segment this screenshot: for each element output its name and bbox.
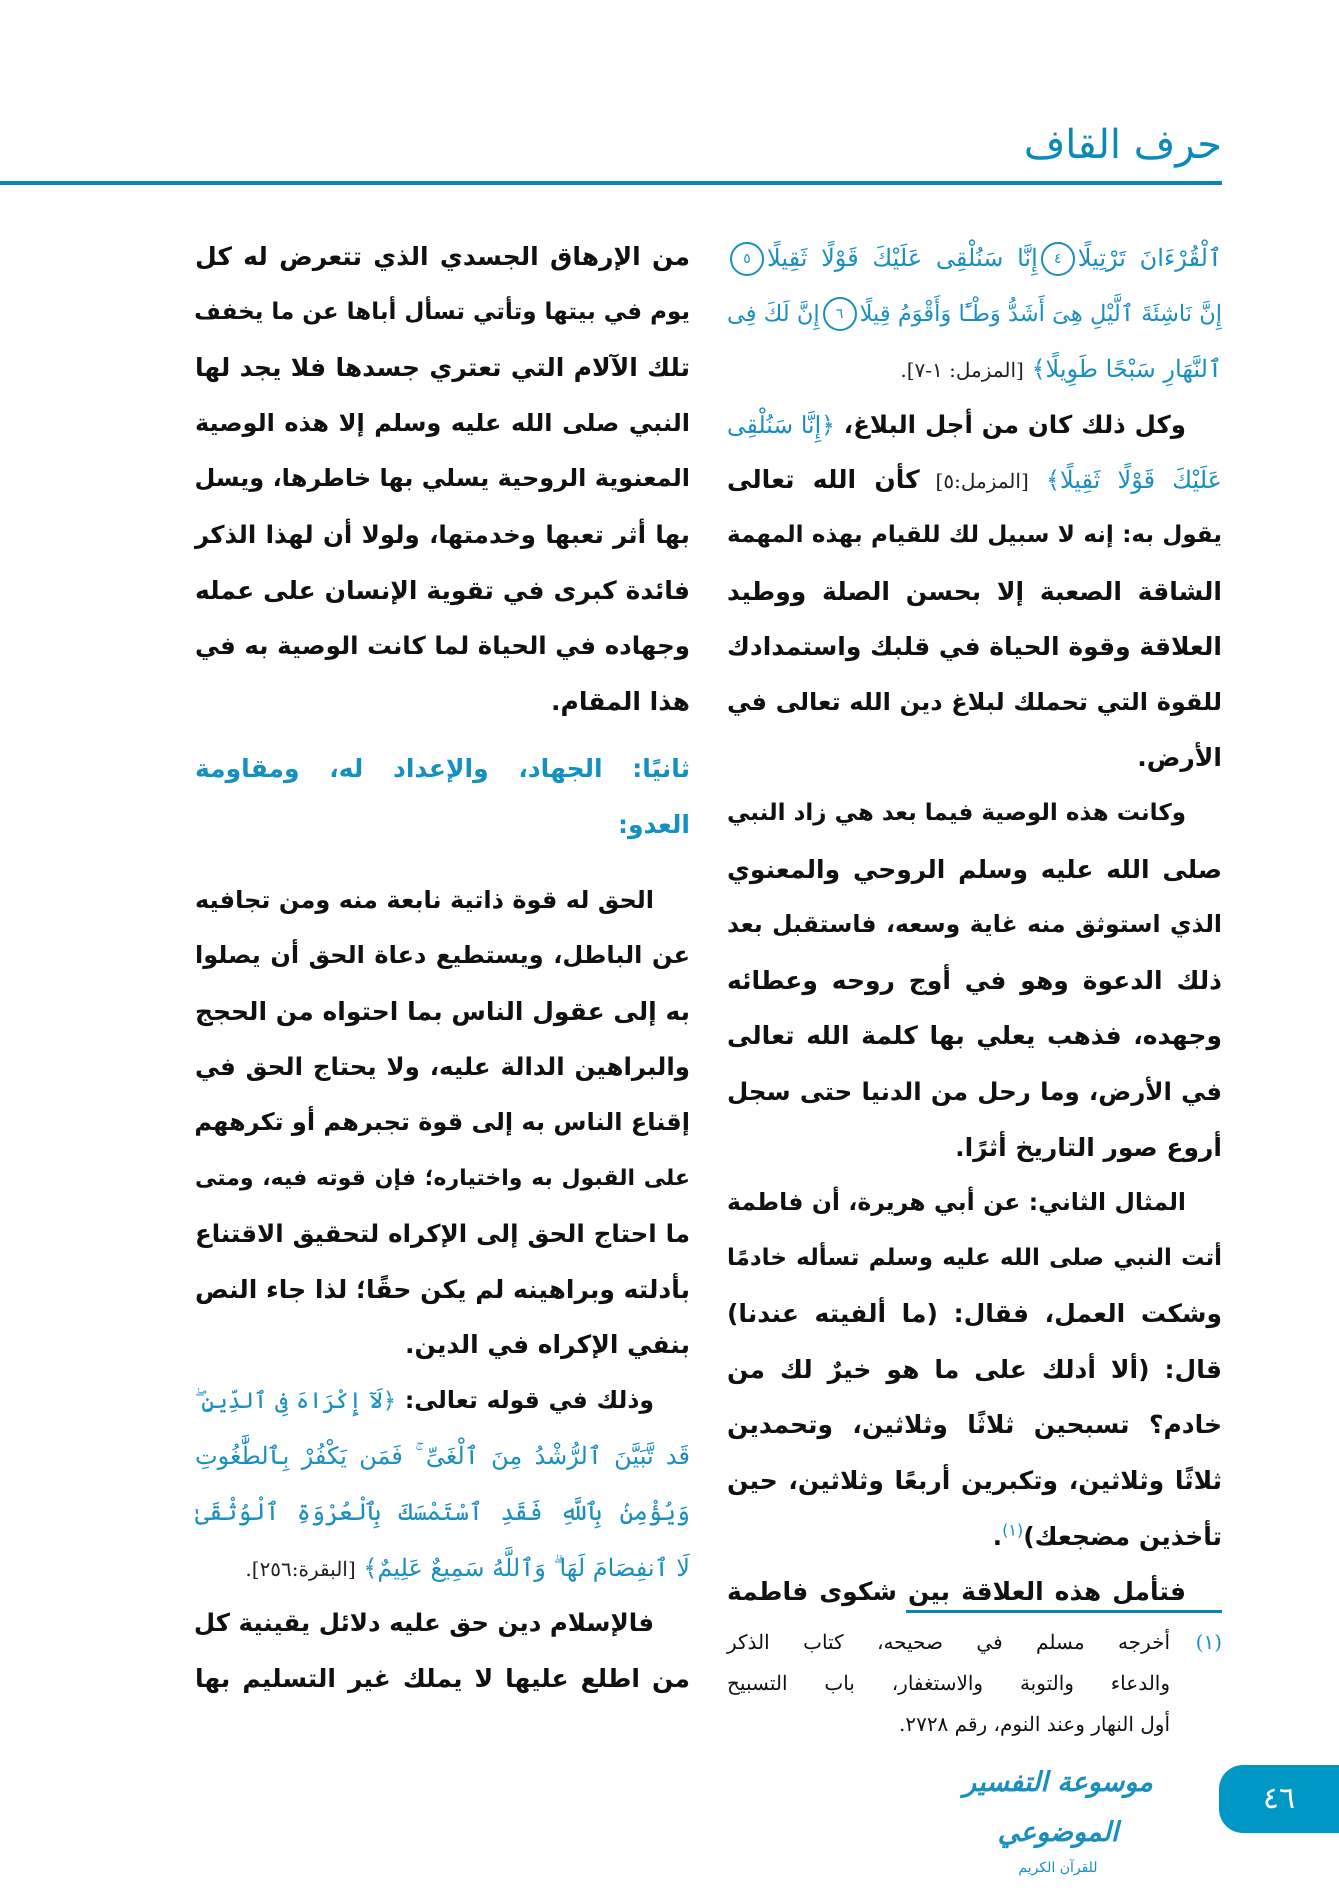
text-line: [195, 984, 690, 1040]
quran-verse: إِنَّ نَاشِئَةَ ٱلَّيْلِ هِىَ أَشَدُّ وَطْـًٔا وَأَقْوَمُ قِيلًا: [859, 300, 1222, 327]
text-line: [727, 1397, 1222, 1453]
footnote-marker: (١): [1002, 1520, 1024, 1540]
section-heading: [195, 741, 690, 852]
quran-verse: قَد تَّبَيَّنَ ٱلرُّشْدُ مِنَ ٱلْغَىِّ ۚ فَمَن يَكْفُرْ بِٱلطَّٰغُوتِ: [195, 1442, 690, 1471]
body-text: من اطلع عليها لا يملك غير التسليم بها: [195, 1663, 690, 1693]
footnote-text: والدعاء والتوبة والاستغفار، باب التسبيح: [727, 1671, 1170, 1695]
body-text: أروع صور التاريخ أثرًا.: [955, 1132, 1222, 1162]
body-text: ثانيًا: الجهاد، والإعداد له، ومقاومة: [195, 754, 690, 784]
text-line: [727, 897, 1222, 953]
body-text: النبي صلى الله عليه وسلم إلا هذه الوصية: [195, 408, 690, 437]
body-text: بنفي الإكراه في الدين.: [404, 1330, 690, 1360]
text-line: [195, 1373, 690, 1429]
paragraph: [727, 397, 1222, 786]
verse-reference: [المزمل: ١-٧].: [900, 358, 1024, 383]
paragraph: [727, 786, 1222, 1175]
body-text: صلى الله عليه وسلم الروحي والمعنوي: [727, 854, 1222, 884]
text-line: [195, 1595, 690, 1651]
text-line: [727, 1342, 1222, 1398]
text-line: [195, 873, 690, 929]
text-line: [727, 1286, 1222, 1342]
ayah-number-marker: ٦: [823, 297, 857, 331]
text-line: [727, 619, 1222, 675]
body-text: الحق له قوة ذاتية نابعة منه ومن تجافيه: [195, 885, 654, 914]
quran-verse: ٱلنَّهَارِ سَبْحًا طَوِيلًا﴾: [1023, 355, 1222, 384]
text-line: [195, 618, 690, 674]
footnote-line: [727, 1704, 1222, 1745]
text-line: [727, 341, 1222, 397]
footnotes: [727, 1622, 1222, 1745]
body-text: الشاقة الصعبة إلا بحسن الصلة ووطيد: [727, 576, 1222, 606]
body-text: العدو:: [617, 809, 690, 839]
text-line: [195, 451, 690, 507]
body-text: يقول به: إنه لا سبيل لك للقيام بهذه المهمة: [727, 521, 1222, 548]
body-text: تلك الآلام التي تعتري جسدها فلا يجد لها: [195, 353, 690, 383]
text-line: [727, 1120, 1222, 1176]
body-text: ذلك الدعوة وهو في أوج روحه وعطائه: [727, 965, 1222, 995]
paragraph: [727, 230, 1222, 397]
body-text: بها أثر تعبها وخدمتها، ولولا أن لهذا الذكر: [195, 519, 690, 549]
body-text: وذلك في قوله تعالى:: [396, 1385, 654, 1414]
text-line: [727, 1175, 1222, 1231]
footnote-line: [727, 1622, 1222, 1663]
paragraph: [195, 229, 690, 729]
header-rule: [0, 181, 1222, 185]
text-line: [195, 797, 690, 853]
body-text: تأخذين مضجعك): [1023, 1521, 1222, 1551]
text-line: [727, 675, 1222, 731]
text-line: [727, 1231, 1222, 1287]
body-text: الذي استوثق منه غاية وسعه، فاستقبل بعد: [727, 910, 1222, 939]
text-line: [727, 564, 1222, 620]
body-text: خادم؟ تسبحين ثلاثًا وثلاثين، وتحمدين: [727, 1410, 1222, 1440]
body-text: العلاقة وقوة الحياة في قلبك واستمدادك: [727, 632, 1222, 662]
text-line: [195, 928, 690, 984]
body-text: المعنوية الروحية يسلي بها خاطرها، ويسل: [194, 464, 690, 493]
text-line: [727, 508, 1222, 564]
body-text: وكانت هذه الوصية فيما بعد هي زاد النبي: [727, 799, 1186, 826]
body-text: من الإرهاق الجسدي الذي تتعرض له كل: [195, 242, 690, 271]
text-line: [195, 674, 690, 730]
body-text: وجهاده في الحياة لما كانت الوصية به في: [195, 631, 690, 661]
logo-title: موسوعة التفسير الموضوعي: [963, 1767, 1153, 1848]
text-line: [727, 1509, 1222, 1565]
body-text: عن الباطل، ويستطيع دعاة الحق أن يصلوا: [195, 941, 690, 970]
right-column: [727, 230, 1222, 1620]
body-text: ثلاثًا وثلاثين، وتكبرين أربعًا وثلاثين، حين: [727, 1466, 1222, 1496]
body-text: والبراهين الدالة عليه، ولا يحتاج الحق في: [195, 1052, 690, 1082]
body-text: كأن الله تعالى: [727, 465, 920, 495]
quran-verse: ٱلْقُرْءَانَ تَرْتِيلًا: [1077, 244, 1222, 272]
text-line: [195, 285, 690, 341]
verse-reference: [البقرة:٢٥٦].: [245, 1556, 356, 1581]
paragraph: [727, 1175, 1222, 1564]
body-text: قال: (ألا أدلك على ما هو خيرٌ لك من: [727, 1354, 1222, 1384]
text-line: [727, 1453, 1222, 1509]
page-number: ٤٦: [1219, 1765, 1339, 1833]
body-text: بأدلته وبراهينه لم يكن حقًا؛ لذا جاء النص: [195, 1274, 690, 1304]
text-line: [195, 1651, 690, 1707]
text-line: [195, 1317, 690, 1373]
text-line: [195, 229, 690, 285]
paragraph: [195, 1595, 690, 1706]
body-text: المثال الثاني: عن أبي هريرة، أن فاطمة: [727, 1188, 1186, 1217]
ayah-number-marker: ٥: [730, 242, 764, 276]
body-text: للقوة التي تحملك لبلاغ دين الله تعالى في: [727, 687, 1222, 716]
body-text: وكل ذلك كان من أجل البلاغ،: [834, 409, 1186, 439]
quran-verse: وَيُؤْمِنۢ بِٱللَّهِ فَقَدِ ٱسْتَمْسَكَ بِٱلْعُرْوَةِ ٱلْوُثْقَىٰ: [195, 1498, 690, 1527]
text-line: [727, 397, 1222, 453]
body-text: هذا المقام.: [551, 686, 690, 716]
footnote-separator: [906, 1610, 1222, 1613]
quran-verse: إِنَّ لَكَ فِى: [727, 300, 820, 327]
quran-verse: ﴿لَآ إِكْرَاهَ فِى ٱلدِّينِ ۖ: [195, 1387, 397, 1414]
text-line: [727, 786, 1222, 842]
text-line: [727, 953, 1222, 1009]
body-text: يوم في بيتها وتأتي تسأل أباها عن ما يخفف: [194, 298, 690, 325]
body-text: الأرض.: [1137, 743, 1222, 773]
verse-reference: [المزمل:٥]: [919, 469, 1029, 494]
text-line: [727, 842, 1222, 898]
text-line: [195, 507, 690, 563]
quran-verse: لَا ٱنفِصَامَ لَهَا ۗ وَٱللَّهُ سَمِيعٌ عَلِيمٌ﴾: [355, 1553, 690, 1582]
text-line: [195, 1206, 690, 1262]
text-line: [195, 1151, 690, 1207]
text-line: [727, 452, 1222, 508]
body-text: إقناع الناس به إلى قوة تجبرهم أو تكرههم: [194, 1107, 690, 1136]
paragraph: [195, 873, 690, 1373]
text-line: [727, 1008, 1222, 1064]
text-line: [195, 1095, 690, 1151]
quran-verse: ﴿إِنَّا سَنُلْقِى: [727, 410, 835, 439]
text-line: [727, 1064, 1222, 1120]
body-text: فالإسلام دين حق عليه دلائل يقينية كل: [193, 1608, 654, 1638]
footnote-text: أخرجه مسلم في صحيحه، كتاب الذكر: [727, 1630, 1170, 1654]
text-line: [195, 563, 690, 619]
text-line: [195, 396, 690, 452]
logo-subtitle: للقرآن الكريم: [1018, 1860, 1098, 1876]
body-text: على القبول به واختياره؛ فإن قوته فيه، ومتى: [195, 1165, 690, 1191]
body-text: وجهده، فذهب يعلي بها كلمة الله تعالى: [727, 1021, 1222, 1051]
text-line: [195, 1039, 690, 1095]
text-line: [195, 1484, 690, 1540]
footnote-line: [727, 1663, 1222, 1704]
body-text: في الأرض، وما رحل من الدنيا حتى سجل: [727, 1076, 1222, 1106]
text-line: [727, 286, 1222, 342]
body-text: فتأمل هذه العلاقة بين شكوى فاطمة: [727, 1577, 1186, 1607]
footnote-text: أول النهار وعند النوم، رقم ٢٧٢٨.: [898, 1712, 1170, 1736]
text-line: [195, 1540, 690, 1596]
quran-verse: إِنَّا سَنُلْقِى عَلَيْكَ قَوْلًا ثَقِيلًا: [767, 244, 1038, 272]
body-text: فائدة كبرى في تقوية الإنسان على عمله: [195, 575, 690, 605]
body-text: به إلى عقول الناس بما احتواه من الحجج: [195, 996, 690, 1026]
text-line: [727, 230, 1222, 286]
ayah-number-marker: ٤: [1041, 242, 1075, 276]
left-column: [195, 229, 690, 1706]
paragraph: [195, 1373, 690, 1595]
body-text: ما احتاج الحق إلى الإكراه لتحقيق الاقتناع: [195, 1219, 690, 1249]
text-line: [195, 340, 690, 396]
text-line: [195, 741, 690, 797]
text-line: [727, 730, 1222, 786]
encyclopedia-logo: [934, 1758, 1182, 1876]
footnote-number: (١): [1195, 1630, 1222, 1654]
body-text: .: [992, 1521, 1003, 1551]
chapter-title: حرف القاف: [1023, 122, 1222, 168]
text-line: [195, 1428, 690, 1484]
body-text: أتت النبي صلى الله عليه وسلم تسأله خادمًا: [727, 1244, 1222, 1271]
quran-verse: عَلَيْكَ قَوْلًا ثَقِيلًا﴾: [1028, 466, 1222, 495]
text-line: [195, 1262, 690, 1318]
body-text: وشكت العمل، فقال: (ما ألفيته عندنا): [727, 1299, 1222, 1329]
